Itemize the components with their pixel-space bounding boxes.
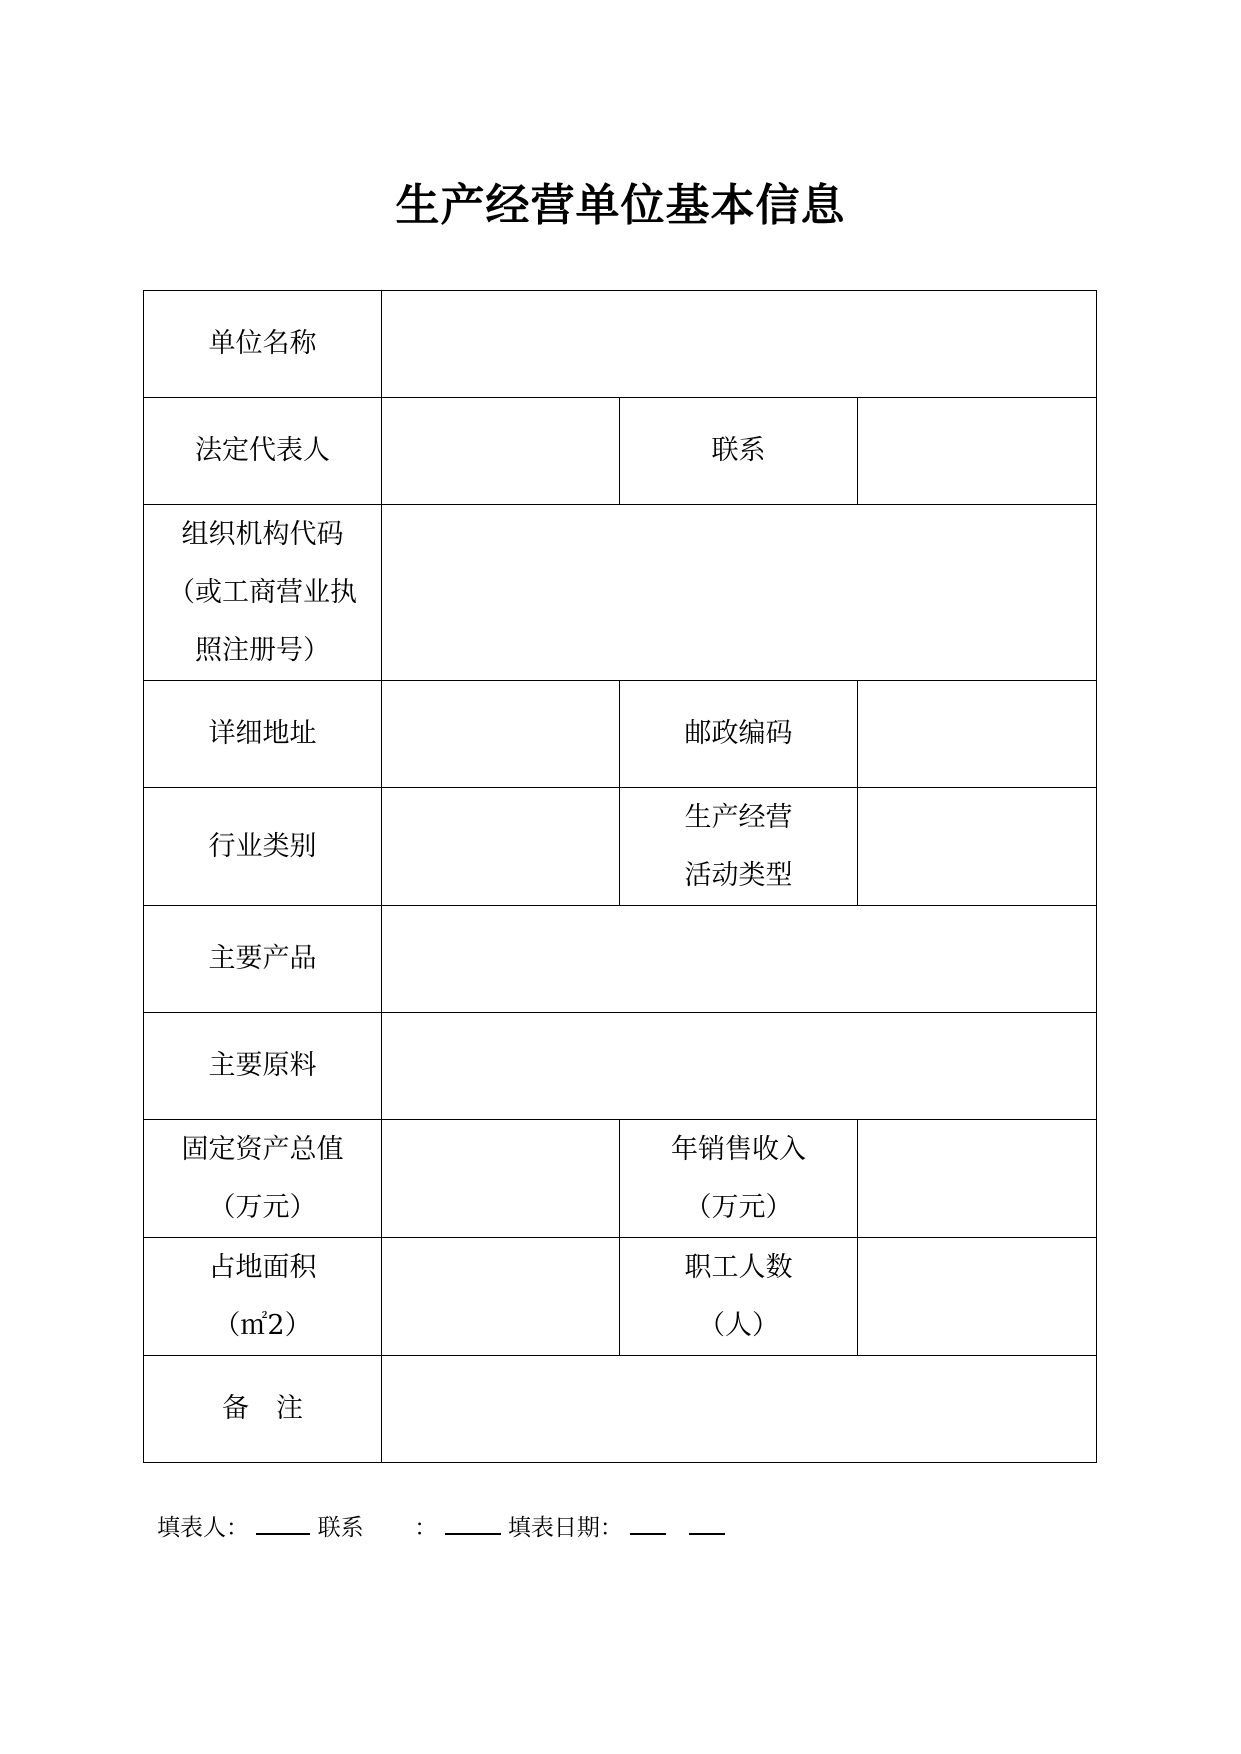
filler-label: 填表人： bbox=[157, 1515, 249, 1541]
contact-field[interactable] bbox=[858, 398, 1097, 505]
annual-sales-label bbox=[620, 1120, 858, 1238]
org-code-label-line2: （或工商营业执 bbox=[168, 576, 357, 608]
main-products-label: 主要产品 bbox=[144, 906, 382, 1013]
employees-unit: （人） bbox=[698, 1309, 779, 1341]
org-code-label-line3: 照注册号） bbox=[195, 634, 330, 666]
form-footer bbox=[157, 1511, 725, 1545]
fixed-assets-field[interactable] bbox=[382, 1120, 620, 1238]
activity-field[interactable] bbox=[858, 788, 1097, 906]
floor-area-label bbox=[144, 1238, 382, 1356]
org-code-label bbox=[144, 505, 382, 681]
contact-blank[interactable] bbox=[445, 1511, 501, 1535]
row-main-materials bbox=[144, 1013, 1097, 1120]
row-fixed-assets bbox=[144, 1120, 1097, 1238]
unit-name-field[interactable] bbox=[382, 291, 1097, 398]
annual-sales-field[interactable] bbox=[858, 1120, 1097, 1238]
date-blank-2[interactable] bbox=[689, 1511, 725, 1535]
contact-label: 联系 bbox=[620, 398, 858, 505]
postal-code-field[interactable] bbox=[858, 681, 1097, 788]
activity-label-line2: 活动类型 bbox=[684, 859, 793, 891]
address-label: 详细地址 bbox=[144, 681, 382, 788]
legal-rep-label: 法定代表人 bbox=[144, 398, 382, 505]
remarks-field[interactable] bbox=[382, 1356, 1097, 1463]
main-materials-label: 主要原料 bbox=[144, 1013, 382, 1120]
annual-sales-unit: （万元） bbox=[684, 1191, 793, 1223]
main-products-field[interactable] bbox=[382, 906, 1097, 1013]
footer-contact-colon: ： bbox=[414, 1515, 438, 1541]
activity-label-line1: 生产经营 bbox=[684, 801, 793, 833]
row-unit-name bbox=[144, 291, 1097, 398]
industry-field[interactable] bbox=[382, 788, 620, 906]
row-main-products bbox=[144, 906, 1097, 1013]
address-field[interactable] bbox=[382, 681, 620, 788]
employees-field[interactable] bbox=[858, 1238, 1097, 1356]
fixed-assets-label bbox=[144, 1120, 382, 1238]
row-address bbox=[144, 681, 1097, 788]
industry-label: 行业类别 bbox=[144, 788, 382, 906]
org-code-label-line1: 组织机构代码 bbox=[181, 518, 344, 550]
fixed-assets-label-text: 固定资产总值 bbox=[181, 1133, 344, 1165]
floor-area-label-text: 占地面积 bbox=[208, 1251, 317, 1283]
activity-label bbox=[620, 788, 858, 906]
date-label: 填表日期： bbox=[507, 1515, 623, 1541]
remarks-label: 备 注 bbox=[144, 1356, 382, 1463]
basic-info-form bbox=[143, 290, 1097, 1463]
date-blank-1[interactable] bbox=[630, 1511, 666, 1535]
filler-blank[interactable] bbox=[256, 1511, 310, 1535]
floor-area-unit: （㎡2） bbox=[213, 1309, 312, 1341]
row-org-code bbox=[144, 505, 1097, 681]
fixed-assets-unit: （万元） bbox=[208, 1191, 317, 1223]
postal-code-label: 邮政编码 bbox=[620, 681, 858, 788]
employees-label-text: 职工人数 bbox=[684, 1251, 793, 1283]
floor-area-field[interactable] bbox=[382, 1238, 620, 1356]
main-materials-field[interactable] bbox=[382, 1013, 1097, 1120]
page-title: 生产经营单位基本信息 bbox=[395, 180, 846, 231]
row-floor-area bbox=[144, 1238, 1097, 1356]
row-industry bbox=[144, 788, 1097, 906]
annual-sales-label-text: 年销售收入 bbox=[671, 1133, 806, 1165]
row-remarks bbox=[144, 1356, 1097, 1463]
org-code-field[interactable] bbox=[382, 505, 1097, 681]
row-legal-rep bbox=[144, 398, 1097, 505]
employees-label bbox=[620, 1238, 858, 1356]
unit-name-label: 单位名称 bbox=[144, 291, 382, 398]
footer-contact-label: 联系 bbox=[317, 1515, 364, 1541]
legal-rep-field[interactable] bbox=[382, 398, 620, 505]
